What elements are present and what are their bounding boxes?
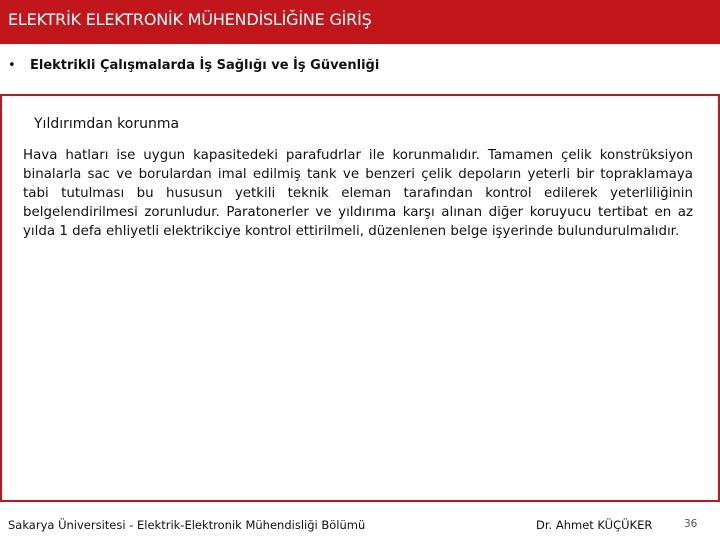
section-heading: Yıldırımdan korunma	[34, 116, 180, 132]
content-border-top	[0, 94, 720, 96]
body-paragraph: Hava hatları ise uygun kapasitedeki parafudrlar ile korunmalıdır. Tamamen çelik konstrüksiyon binalarla sac ve borulardan imal edilmiş tank ve benzeri çelik depoların yeterli bir topraklamaya tabi tutulması bu hususun yetkili teknik eleman tarafından kontrol edilerek yeterliliğinin belgelendirilmesi zorunludur. Paratonerler ve yıldırıma karşı alınan diğer koruyucu tertibat en az yılda 1 defa ehliyetli elektrikciye kontrol ettirilmeli, düzenlenen belge işyerinde bulundurulmalıdır.	[23, 148, 693, 239]
footer-author: Dr. Ahmet KÜÇÜKER	[536, 518, 653, 532]
subtitle-text: Elektrikli Çalışmalarda İş Sağlığı ve İş Güvenliği	[30, 58, 380, 73]
subtitle	[8, 58, 379, 73]
title-bar	[0, 0, 720, 44]
content-border-left	[0, 94, 2, 502]
bullet-icon: •	[8, 58, 16, 73]
footer	[0, 502, 720, 540]
page-number: 36	[684, 518, 698, 530]
footer-institution: Sakarya Üniversitesi - Elektrik-Elektronik Mühendisliği Bölümü	[8, 518, 366, 532]
slide-title: ELEKTRİK ELEKTRONİK MÜHENDİSLİĞİNE GİRİŞ	[8, 10, 372, 29]
